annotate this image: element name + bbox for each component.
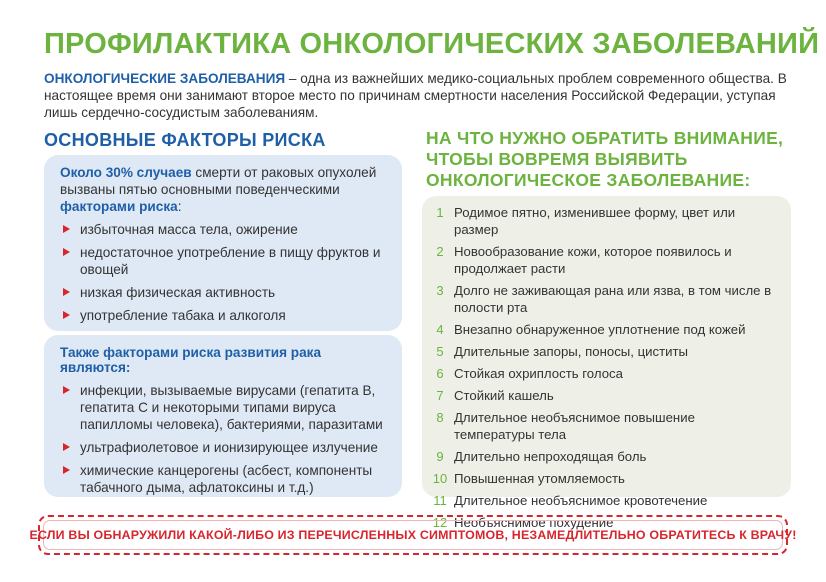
list-item: 7 Стойкий кашель bbox=[436, 388, 554, 403]
alert-banner bbox=[29, 515, 797, 555]
symptoms-heading: НА ЧТО НУЖНО ОБРАТИТЬ ВНИМАНИЕ, ЧТОБЫ ВОВРЕМЯ ВЫЯВИТЬ ОНКОЛОГИЧЕСКОЕ ЗАБОЛЕВАНИЕ: bbox=[426, 128, 784, 190]
list-item: инфекции, вызываемые вирусами (гепатита В, гепатита С и некоторыми типами вируса папилломы человека), бактериями, паразитами bbox=[60, 382, 388, 433]
list-item: 3 Долго не заживающая рана или язва, в том числе в полости рта bbox=[436, 283, 772, 315]
risk-factors-box-additional bbox=[44, 335, 402, 497]
list-item: 5 Длительные запоры, поносы, циститы bbox=[436, 344, 689, 359]
list-item: избыточная масса тела, ожирение bbox=[60, 221, 388, 238]
risk-box-lead-bold: Около 30% случаев bbox=[60, 165, 192, 180]
list-item: 10 Повышенная утомляемость bbox=[432, 471, 625, 486]
list-item: химические канцерогены (асбест, компоненты табачного дыма, афлатоксины и т.д.) bbox=[60, 462, 388, 496]
risk-box-lead-bold2: факторами риска bbox=[60, 199, 178, 214]
list-item: недостаточное употребление в пищу фруктов и овощей bbox=[60, 244, 388, 278]
list-item: 4 Внезапно обнаруженное уплотнение под кожей bbox=[436, 322, 746, 337]
risk-factors-box-main bbox=[44, 155, 402, 331]
triangle-bullet-icon bbox=[63, 386, 70, 394]
page-title: ПРОФИЛАКТИКА ОНКОЛОГИЧЕСКИХ ЗАБОЛЕВАНИЙ bbox=[44, 28, 820, 60]
list-item: низкая физическая активность bbox=[60, 284, 388, 301]
triangle-bullet-icon bbox=[63, 466, 70, 474]
symptoms-list bbox=[434, 204, 779, 531]
list-item: употребление табака и алкоголя bbox=[60, 307, 388, 324]
list-item: 12 Необъяснимое похудение bbox=[432, 515, 614, 530]
triangle-bullet-icon bbox=[63, 225, 70, 233]
list-item: ультрафиолетовое и ионизирующее излучение bbox=[60, 439, 388, 456]
risk-box-lead-text: смерти от раковых опухолей вызваны пятью основными поведенческими bbox=[60, 165, 377, 197]
symptoms-box bbox=[422, 196, 791, 530]
list-item: 11 Длительное необъяснимое кровотечение bbox=[433, 493, 708, 508]
intro-paragraph bbox=[44, 70, 794, 121]
risk-box-lead-end: : bbox=[177, 199, 182, 214]
risk-factors-list bbox=[60, 221, 388, 324]
additional-risk-list bbox=[60, 382, 388, 496]
list-item: 6 Стойкая охриплость голоса bbox=[436, 366, 623, 381]
triangle-bullet-icon bbox=[63, 288, 70, 296]
list-item: 9 Длительно непроходящая боль bbox=[436, 449, 647, 464]
list-item: 1 Родимое пятно, изменившее форму, цвет или размер bbox=[436, 205, 736, 237]
list-item: 8 Длительное необъяснимое повышение температуры тела bbox=[436, 410, 695, 442]
triangle-bullet-icon bbox=[63, 311, 70, 319]
intro-text: – одна из важнейших медико-социальных проблем современного общества. В настоящее время они занимают второе место по причинам смертности населения Российской Федерации, уступая лишь сердечно-сосудистым заболеваниям. bbox=[44, 71, 787, 120]
list-item: 2 Новообразование кожи, которое появилось и продолжает расти bbox=[436, 244, 732, 276]
triangle-bullet-icon bbox=[63, 443, 70, 451]
alert-text: ЕСЛИ ВЫ ОБНАРУЖИЛИ КАКОЙ-ЛИБО ИЗ ПЕРЕЧИСЛЕННЫХ СИМПТОМОВ, НЕЗАМЕДЛИТЕЛЬНО ОБРАТИТЕСЬ К ВРАЧУ! bbox=[29, 528, 797, 542]
risk-box-lead bbox=[60, 164, 388, 215]
risk-factors-heading: ОСНОВНЫЕ ФАКТОРЫ РИСКА bbox=[44, 130, 326, 150]
additional-risk-lead: Также факторами риска развития рака являются: bbox=[60, 345, 322, 375]
triangle-bullet-icon bbox=[63, 248, 70, 256]
intro-lead: ОНКОЛОГИЧЕСКИЕ ЗАБОЛЕВАНИЯ bbox=[44, 71, 286, 86]
